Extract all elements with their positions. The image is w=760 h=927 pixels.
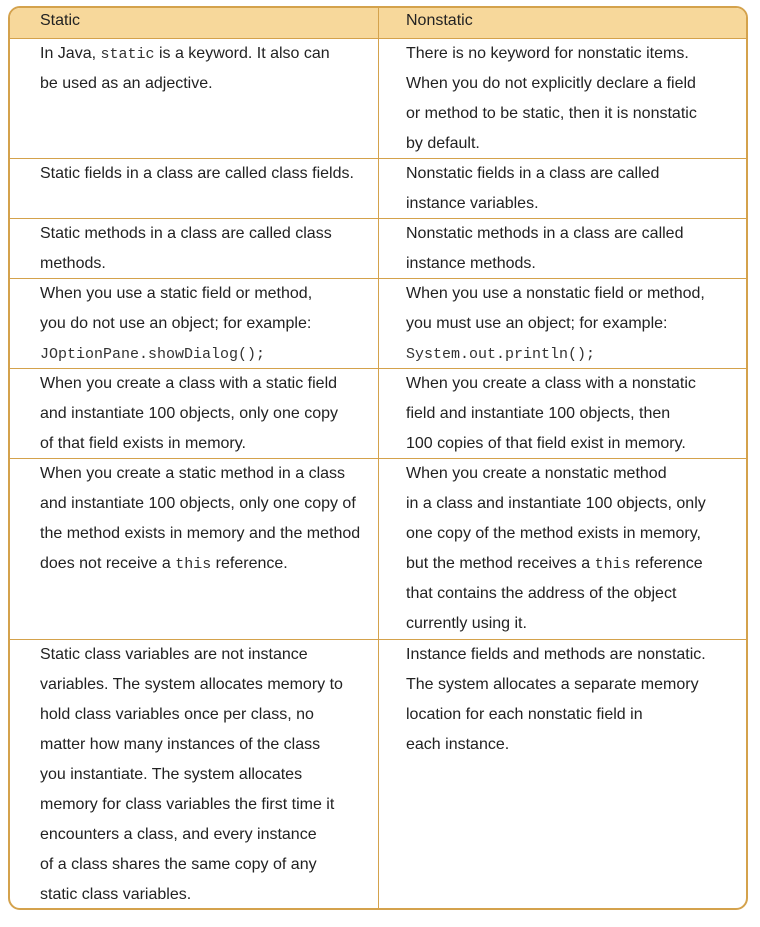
cell-line <box>40 159 370 189</box>
text-span: you instantiate. The system allocates <box>40 766 303 783</box>
cell-line <box>40 880 370 910</box>
cell-line <box>40 249 370 279</box>
static-cell <box>10 459 379 639</box>
header-static: Static <box>10 8 379 38</box>
static-cell <box>10 640 379 910</box>
text-span: or method to be static, then it is nonstatic <box>406 105 697 122</box>
cell-line <box>406 459 738 489</box>
text-span: that contains the address of the object <box>406 585 677 602</box>
text-span: currently using it. <box>406 615 527 632</box>
static-cell <box>10 219 379 278</box>
text-span: When you create a static method in a class <box>40 465 346 482</box>
text-span: by default. <box>406 135 480 152</box>
cell-line <box>406 489 738 519</box>
table-row <box>10 279 746 369</box>
cell-line <box>40 459 370 489</box>
text-span: instance methods. <box>406 255 536 272</box>
cell-line <box>40 790 370 820</box>
text-span: 100 copies of that field exist in memory. <box>406 435 686 452</box>
text-span: field and instantiate 100 objects, then <box>406 405 671 422</box>
text-span: location for each nonstatic field in <box>406 706 643 723</box>
text-span: of a class shares the same copy of any <box>40 856 317 873</box>
text-span: does not receive a <box>40 555 176 572</box>
nonstatic-cell <box>379 640 746 910</box>
cell-line <box>406 129 738 159</box>
text-span: the method exists in memory and the method <box>40 525 361 542</box>
nonstatic-cell <box>379 219 746 278</box>
cell-line <box>406 339 738 369</box>
text-span: Instance fields and methods are nonstatic. <box>406 646 706 663</box>
text-span: methods. <box>40 255 106 272</box>
text-span: When you create a class with a nonstatic <box>406 375 696 392</box>
cell-line <box>40 850 370 880</box>
cell-line <box>40 279 370 309</box>
text-span: When you create a class with a static field <box>40 375 338 392</box>
text-span: and instantiate 100 objects, only one copy of <box>40 495 356 512</box>
static-cell <box>10 159 379 218</box>
cell-line <box>40 69 370 99</box>
code-span: static <box>100 46 155 63</box>
cell-line <box>406 519 738 549</box>
text-span: When you do not explicitly declare a field <box>406 75 696 92</box>
text-span: you must use an object; for example: <box>406 315 668 332</box>
cell-line <box>40 369 370 399</box>
cell-line <box>406 99 738 129</box>
comparison-table <box>8 6 748 910</box>
text-span: but the method receives a <box>406 555 595 572</box>
cell-line <box>40 640 370 670</box>
table-header-row <box>10 8 746 39</box>
cell-line <box>40 700 370 730</box>
nonstatic-cell <box>379 369 746 458</box>
text-span: and instantiate 100 objects, only one copy <box>40 405 338 422</box>
text-span: one copy of the method exists in memory, <box>406 525 701 542</box>
text-span: There is no keyword for nonstatic items. <box>406 45 689 62</box>
text-span: When you create a nonstatic method <box>406 465 667 482</box>
nonstatic-cell <box>379 39 746 158</box>
text-span: Static class variables are not instance <box>40 646 308 663</box>
cell-line <box>40 730 370 760</box>
cell-line <box>406 309 738 339</box>
cell-line <box>40 820 370 850</box>
text-span: variables. The system allocates memory to <box>40 676 343 693</box>
text-span: reference <box>630 555 703 572</box>
nonstatic-cell <box>379 159 746 218</box>
table-row <box>10 369 746 459</box>
static-cell <box>10 369 379 458</box>
cell-line <box>406 579 738 609</box>
table-row <box>10 39 746 159</box>
text-span: Nonstatic methods in a class are called <box>406 225 684 242</box>
text-span: of that field exists in memory. <box>40 435 246 452</box>
table-row <box>10 459 746 640</box>
cell-line <box>406 189 738 219</box>
cell-line <box>40 429 370 459</box>
cell-line <box>406 549 738 579</box>
text-span: be used as an adjective. <box>40 75 213 92</box>
nonstatic-cell <box>379 459 746 639</box>
text-span: reference. <box>211 555 288 572</box>
cell-line <box>40 309 370 339</box>
nonstatic-cell <box>379 279 746 368</box>
text-span: in a class and instantiate 100 objects, only <box>406 495 706 512</box>
cell-line <box>40 219 370 249</box>
cell-line <box>406 279 738 309</box>
code-span: this <box>594 556 631 573</box>
table-row <box>10 159 746 219</box>
cell-line <box>40 39 370 69</box>
text-span: When you use a static field or method, <box>40 285 313 302</box>
table-row <box>10 219 746 279</box>
code-span: this <box>175 556 212 573</box>
table-body <box>10 39 746 910</box>
text-span: static class variables. <box>40 886 192 903</box>
static-cell <box>10 39 379 158</box>
cell-line <box>40 760 370 790</box>
text-span: each instance. <box>406 736 510 753</box>
text-span: you do not use an object; for example: <box>40 315 312 332</box>
text-span: memory for class variables the first time it <box>40 796 335 813</box>
cell-line <box>406 730 738 760</box>
text-span: instance variables. <box>406 195 539 212</box>
cell-line <box>40 489 370 519</box>
cell-line <box>406 429 738 459</box>
cell-line <box>406 369 738 399</box>
text-span: encounters a class, and every instance <box>40 826 317 843</box>
cell-line <box>406 609 738 639</box>
cell-line <box>406 670 738 700</box>
static-cell <box>10 279 379 368</box>
cell-line <box>40 519 370 549</box>
header-nonstatic: Nonstatic <box>406 12 473 29</box>
cell-line <box>406 219 738 249</box>
text-span: Static methods in a class are called class <box>40 225 332 242</box>
cell-line <box>40 399 370 429</box>
code-span: JOptionPane.showDialog(); <box>40 346 266 363</box>
cell-line <box>406 69 738 99</box>
cell-line <box>40 670 370 700</box>
table-row <box>10 640 746 910</box>
text-span: The system allocates a separate memory <box>406 676 699 693</box>
text-span: hold class variables once per class, no <box>40 706 314 723</box>
cell-line <box>406 159 738 189</box>
cell-line <box>406 700 738 730</box>
cell-line <box>406 39 738 69</box>
cell-line <box>406 249 738 279</box>
code-span: System.out.println(); <box>406 346 596 363</box>
cell-line <box>40 339 370 369</box>
text-span: matter how many instances of the class <box>40 736 321 753</box>
cell-line <box>406 640 738 670</box>
cell-line <box>40 549 370 579</box>
text-span: Static fields in a class are called class fields. <box>40 165 354 182</box>
text-span: is a keyword. It also can <box>154 45 330 62</box>
text-span: In Java, <box>40 45 101 62</box>
text-span: When you use a nonstatic field or method, <box>406 285 705 302</box>
text-span: Nonstatic fields in a class are called <box>406 165 660 182</box>
cell-line <box>406 399 738 429</box>
